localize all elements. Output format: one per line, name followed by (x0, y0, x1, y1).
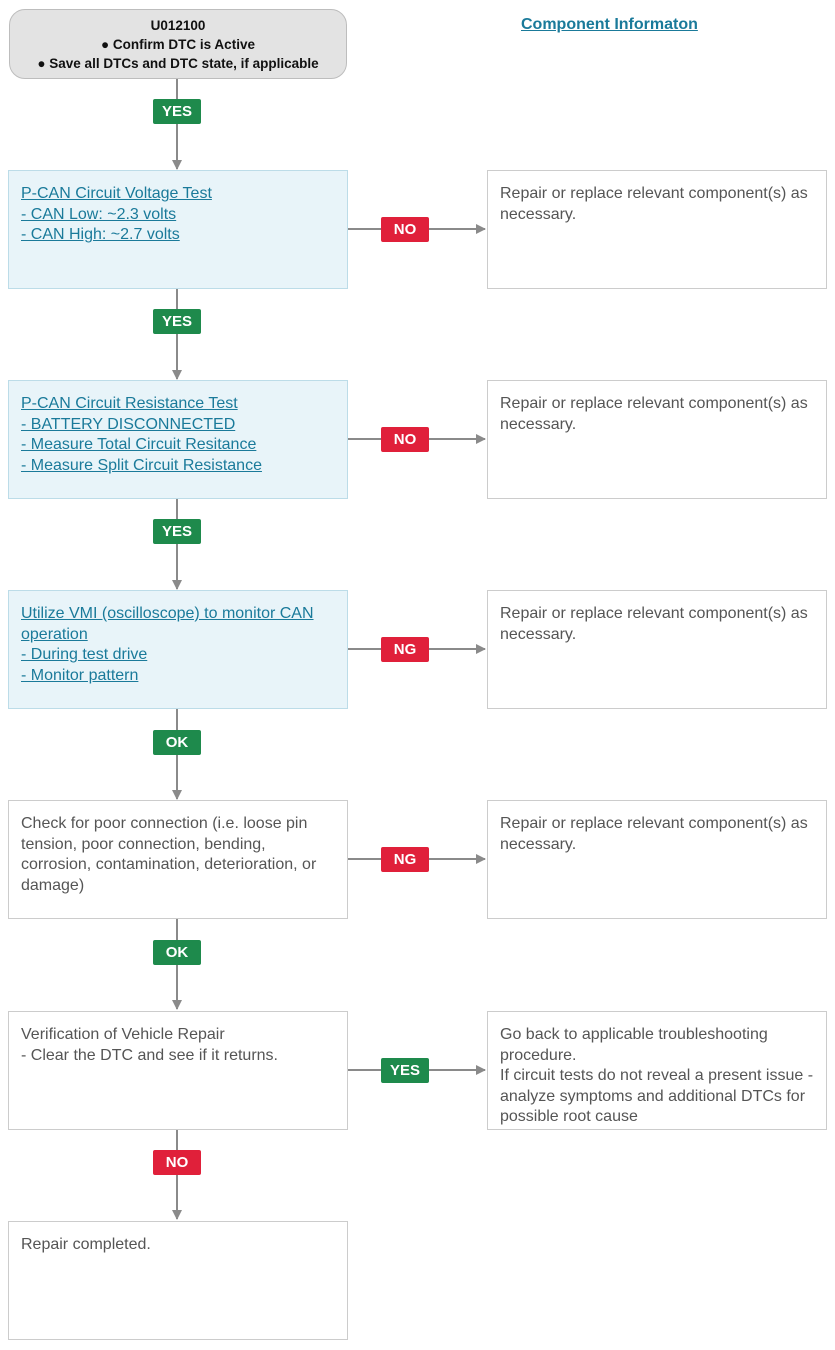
yes-badge: YES (153, 309, 201, 334)
voltage-test-link[interactable]: P-CAN Circuit Voltage Test (21, 185, 212, 202)
can-low-link[interactable]: - CAN Low: ~2.3 volts (21, 205, 177, 223)
component-information-link[interactable]: Component Informaton (521, 16, 698, 33)
repair-text: Repair or replace relevant component(s) as necessary. (500, 395, 808, 433)
ng-badge: NG (381, 847, 429, 872)
vmi-test-box (8, 590, 348, 709)
go-back-text: Go back to applicable troubleshooting procedure. (500, 1026, 768, 1064)
repair-text: Repair or replace relevant component(s) as necessary. (500, 605, 808, 643)
monitor-pattern-link[interactable]: - Monitor pattern (21, 666, 139, 684)
yes-badge: YES (381, 1058, 429, 1083)
clear-dtc-text: - Clear the DTC and see if it returns. (21, 1046, 278, 1064)
connection-check-text: Check for poor connection (i.e. loose pin tension, poor connection, bending, corrosion, contamination, deterioration, or damage) (21, 815, 317, 894)
yes-badge: YES (153, 99, 201, 124)
vmi-link[interactable]: Utilize VMI (oscilloscope) to monitor CAN operation (21, 605, 314, 643)
go-back-box (487, 1011, 827, 1130)
start-node (9, 9, 347, 79)
dtc-code: U012100 (150, 18, 206, 33)
verification-title: Verification of Vehicle Repair (21, 1026, 225, 1043)
total-resistance-link[interactable]: - Measure Total Circuit Resitance (21, 436, 257, 454)
repair-box (487, 800, 827, 919)
repair-box (487, 170, 827, 289)
test-drive-link[interactable]: - During test drive (21, 646, 148, 664)
repair-box (487, 590, 827, 709)
root-cause-text: If circuit tests do not reveal a present issue - analyze symptoms and additional DTCs for possible root cause (500, 1067, 814, 1126)
repair-text: Repair or replace relevant component(s) as necessary. (500, 185, 808, 223)
battery-disconnected-link[interactable]: - BATTERY DISCONNECTED (21, 415, 236, 433)
start-step-save: ● Save all DTCs and DTC state, if applicable (37, 56, 319, 71)
repair-completed-box (8, 1221, 348, 1340)
resistance-test-box (8, 380, 348, 499)
yes-badge: YES (153, 519, 201, 544)
can-high-link[interactable]: - CAN High: ~2.7 volts (21, 226, 180, 244)
ok-badge: OK (153, 730, 201, 755)
connection-check-box (8, 800, 348, 919)
resistance-test-link[interactable]: P-CAN Circuit Resistance Test (21, 395, 238, 412)
no-badge: NO (381, 217, 429, 242)
no-badge: NO (153, 1150, 201, 1175)
repair-box (487, 380, 827, 499)
split-resistance-link[interactable]: - Measure Split Circuit Resistance (21, 456, 262, 474)
repair-text: Repair or replace relevant component(s) as necessary. (500, 815, 808, 853)
start-step-confirm: ● Confirm DTC is Active (101, 37, 255, 52)
repair-completed-text: Repair completed. (21, 1236, 151, 1253)
voltage-test-box (8, 170, 348, 289)
ng-badge: NG (381, 637, 429, 662)
no-badge: NO (381, 427, 429, 452)
verification-box (8, 1011, 348, 1130)
ok-badge: OK (153, 940, 201, 965)
